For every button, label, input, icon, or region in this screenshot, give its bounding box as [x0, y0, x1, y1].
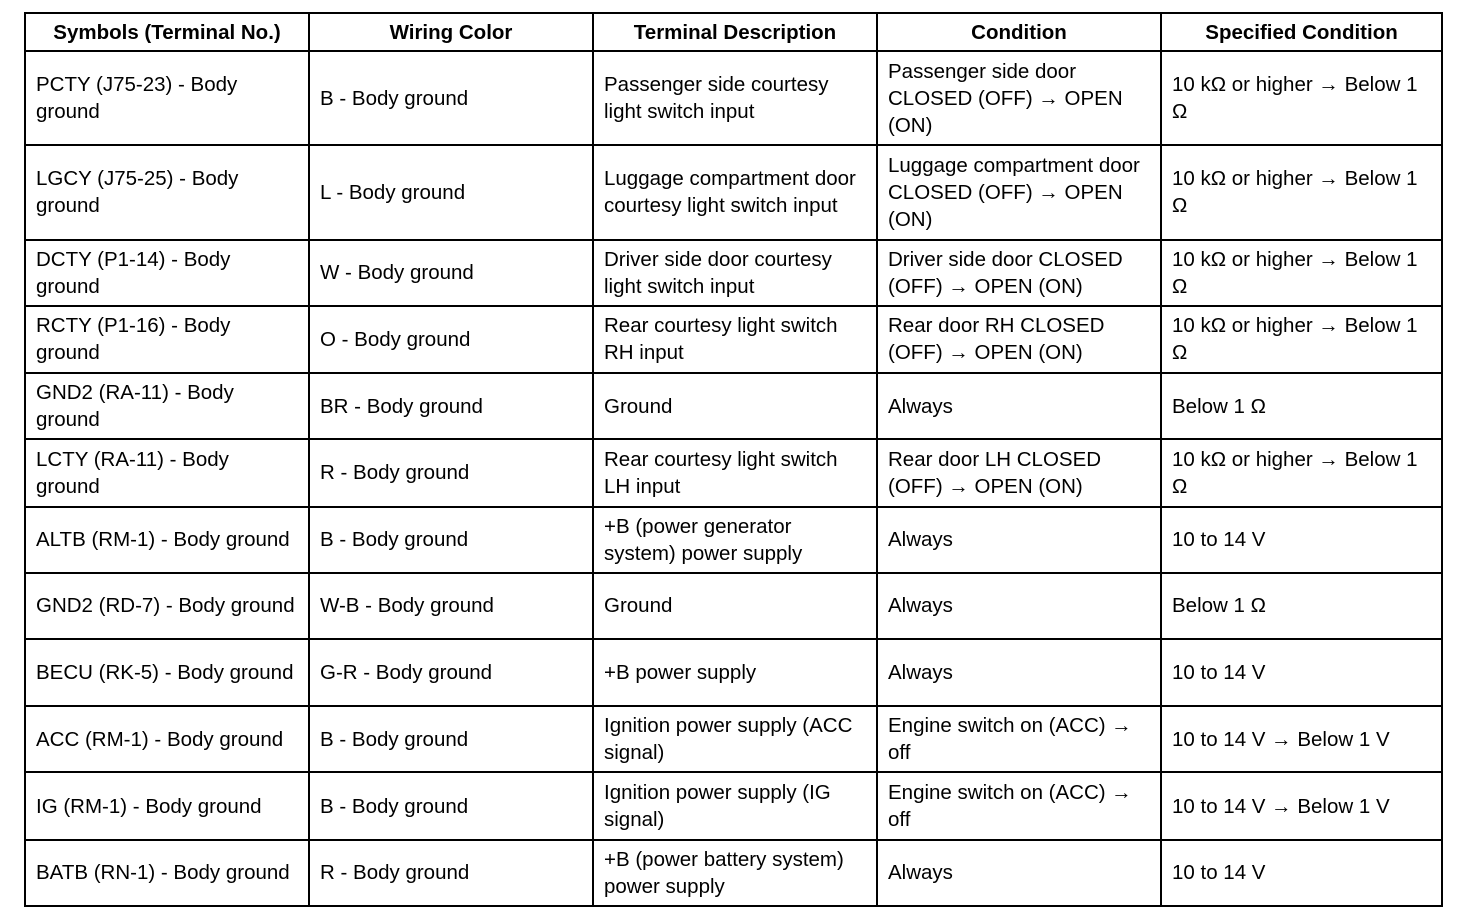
cell-wiring-color: G-R - Body ground: [309, 639, 593, 706]
table-row: [25, 306, 1442, 373]
cell-description: Rear courtesy light switch LH input: [593, 439, 877, 506]
cell-specified-condition: 10 to 14 V: [1161, 840, 1442, 906]
cell-condition: Always: [877, 639, 1161, 706]
cell-symbol: PCTY (J75-23) - Body ground: [25, 51, 309, 145]
cell-symbol: BATB (RN-1) - Body ground: [25, 840, 309, 906]
cell-wiring-color: R - Body ground: [309, 840, 593, 906]
cell-symbol: GND2 (RA-11) - Body ground: [25, 373, 309, 439]
cell-wiring-color: W - Body ground: [309, 240, 593, 306]
cell-symbol: LGCY (J75-25) - Body ground: [25, 145, 309, 239]
cell-wiring-color: B - Body ground: [309, 706, 593, 772]
table-row: [25, 240, 1442, 306]
cell-description: +B (power generator system) power supply: [593, 507, 877, 573]
cell-specified-condition: 10 kΩ or higher → Below 1 Ω: [1161, 306, 1442, 373]
table-row: [25, 639, 1442, 706]
cell-condition: Passenger side door CLOSED (OFF) → OPEN (ON): [877, 51, 1161, 145]
cell-description: Rear courtesy light switch RH input: [593, 306, 877, 373]
cell-condition: Rear door RH CLOSED (OFF) → OPEN (ON): [877, 306, 1161, 373]
cell-wiring-color: L - Body ground: [309, 145, 593, 239]
header-row: [25, 13, 1442, 51]
cell-specified-condition: 10 kΩ or higher → Below 1 Ω: [1161, 240, 1442, 306]
cell-condition: Luggage compartment door CLOSED (OFF) → OPEN (ON): [877, 145, 1161, 239]
cell-specified-condition: Below 1 Ω: [1161, 573, 1442, 639]
cell-specified-condition: 10 kΩ or higher → Below 1 Ω: [1161, 51, 1442, 145]
table-row: [25, 507, 1442, 573]
table-row: [25, 772, 1442, 839]
table-row: [25, 51, 1442, 145]
cell-description: Passenger side courtesy light switch input: [593, 51, 877, 145]
terminal-inspection-table: [24, 12, 1443, 907]
cell-description: Ignition power supply (IG signal): [593, 772, 877, 839]
header-symbols: Symbols (Terminal No.): [25, 13, 309, 51]
table-row: [25, 439, 1442, 506]
cell-specified-condition: 10 kΩ or higher → Below 1 Ω: [1161, 439, 1442, 506]
cell-symbol: LCTY (RA-11) - Body ground: [25, 439, 309, 506]
cell-condition: Driver side door CLOSED (OFF) → OPEN (ON): [877, 240, 1161, 306]
cell-symbol: IG (RM-1) - Body ground: [25, 772, 309, 839]
cell-symbol: ALTB (RM-1) - Body ground: [25, 507, 309, 573]
header-specified-condition: Specified Condition: [1161, 13, 1442, 51]
cell-description: Ground: [593, 573, 877, 639]
cell-condition: Always: [877, 507, 1161, 573]
cell-symbol: GND2 (RD-7) - Body ground: [25, 573, 309, 639]
cell-symbol: RCTY (P1-16) - Body ground: [25, 306, 309, 373]
cell-wiring-color: W-B - Body ground: [309, 573, 593, 639]
cell-description: Ignition power supply (ACC signal): [593, 706, 877, 772]
cell-wiring-color: B - Body ground: [309, 772, 593, 839]
cell-condition: Engine switch on (ACC) → off: [877, 706, 1161, 772]
cell-description: Driver side door courtesy light switch input: [593, 240, 877, 306]
cell-description: Ground: [593, 373, 877, 439]
cell-condition: Always: [877, 840, 1161, 906]
cell-description: Luggage compartment door courtesy light switch input: [593, 145, 877, 239]
cell-description: +B power supply: [593, 639, 877, 706]
cell-wiring-color: BR - Body ground: [309, 373, 593, 439]
cell-specified-condition: 10 to 14 V: [1161, 639, 1442, 706]
cell-condition: Always: [877, 573, 1161, 639]
cell-specified-condition: 10 to 14 V: [1161, 507, 1442, 573]
cell-specified-condition: 10 kΩ or higher → Below 1 Ω: [1161, 145, 1442, 239]
table-row: [25, 840, 1442, 906]
header-condition: Condition: [877, 13, 1161, 51]
cell-condition: Engine switch on (ACC) → off: [877, 772, 1161, 839]
cell-symbol: ACC (RM-1) - Body ground: [25, 706, 309, 772]
cell-wiring-color: B - Body ground: [309, 507, 593, 573]
cell-wiring-color: O - Body ground: [309, 306, 593, 373]
cell-symbol: DCTY (P1-14) - Body ground: [25, 240, 309, 306]
cell-condition: Always: [877, 373, 1161, 439]
cell-condition: Rear door LH CLOSED (OFF) → OPEN (ON): [877, 439, 1161, 506]
cell-symbol: BECU (RK-5) - Body ground: [25, 639, 309, 706]
header-terminal-description: Terminal Description: [593, 13, 877, 51]
cell-specified-condition: Below 1 Ω: [1161, 373, 1442, 439]
header-wiring-color: Wiring Color: [309, 13, 593, 51]
cell-wiring-color: R - Body ground: [309, 439, 593, 506]
table-row: [25, 706, 1442, 772]
cell-wiring-color: B - Body ground: [309, 51, 593, 145]
cell-description: +B (power battery system) power supply: [593, 840, 877, 906]
table-row: [25, 145, 1442, 239]
table-row: [25, 573, 1442, 639]
cell-specified-condition: 10 to 14 V → Below 1 V: [1161, 772, 1442, 839]
cell-specified-condition: 10 to 14 V → Below 1 V: [1161, 706, 1442, 772]
table-row: [25, 373, 1442, 439]
